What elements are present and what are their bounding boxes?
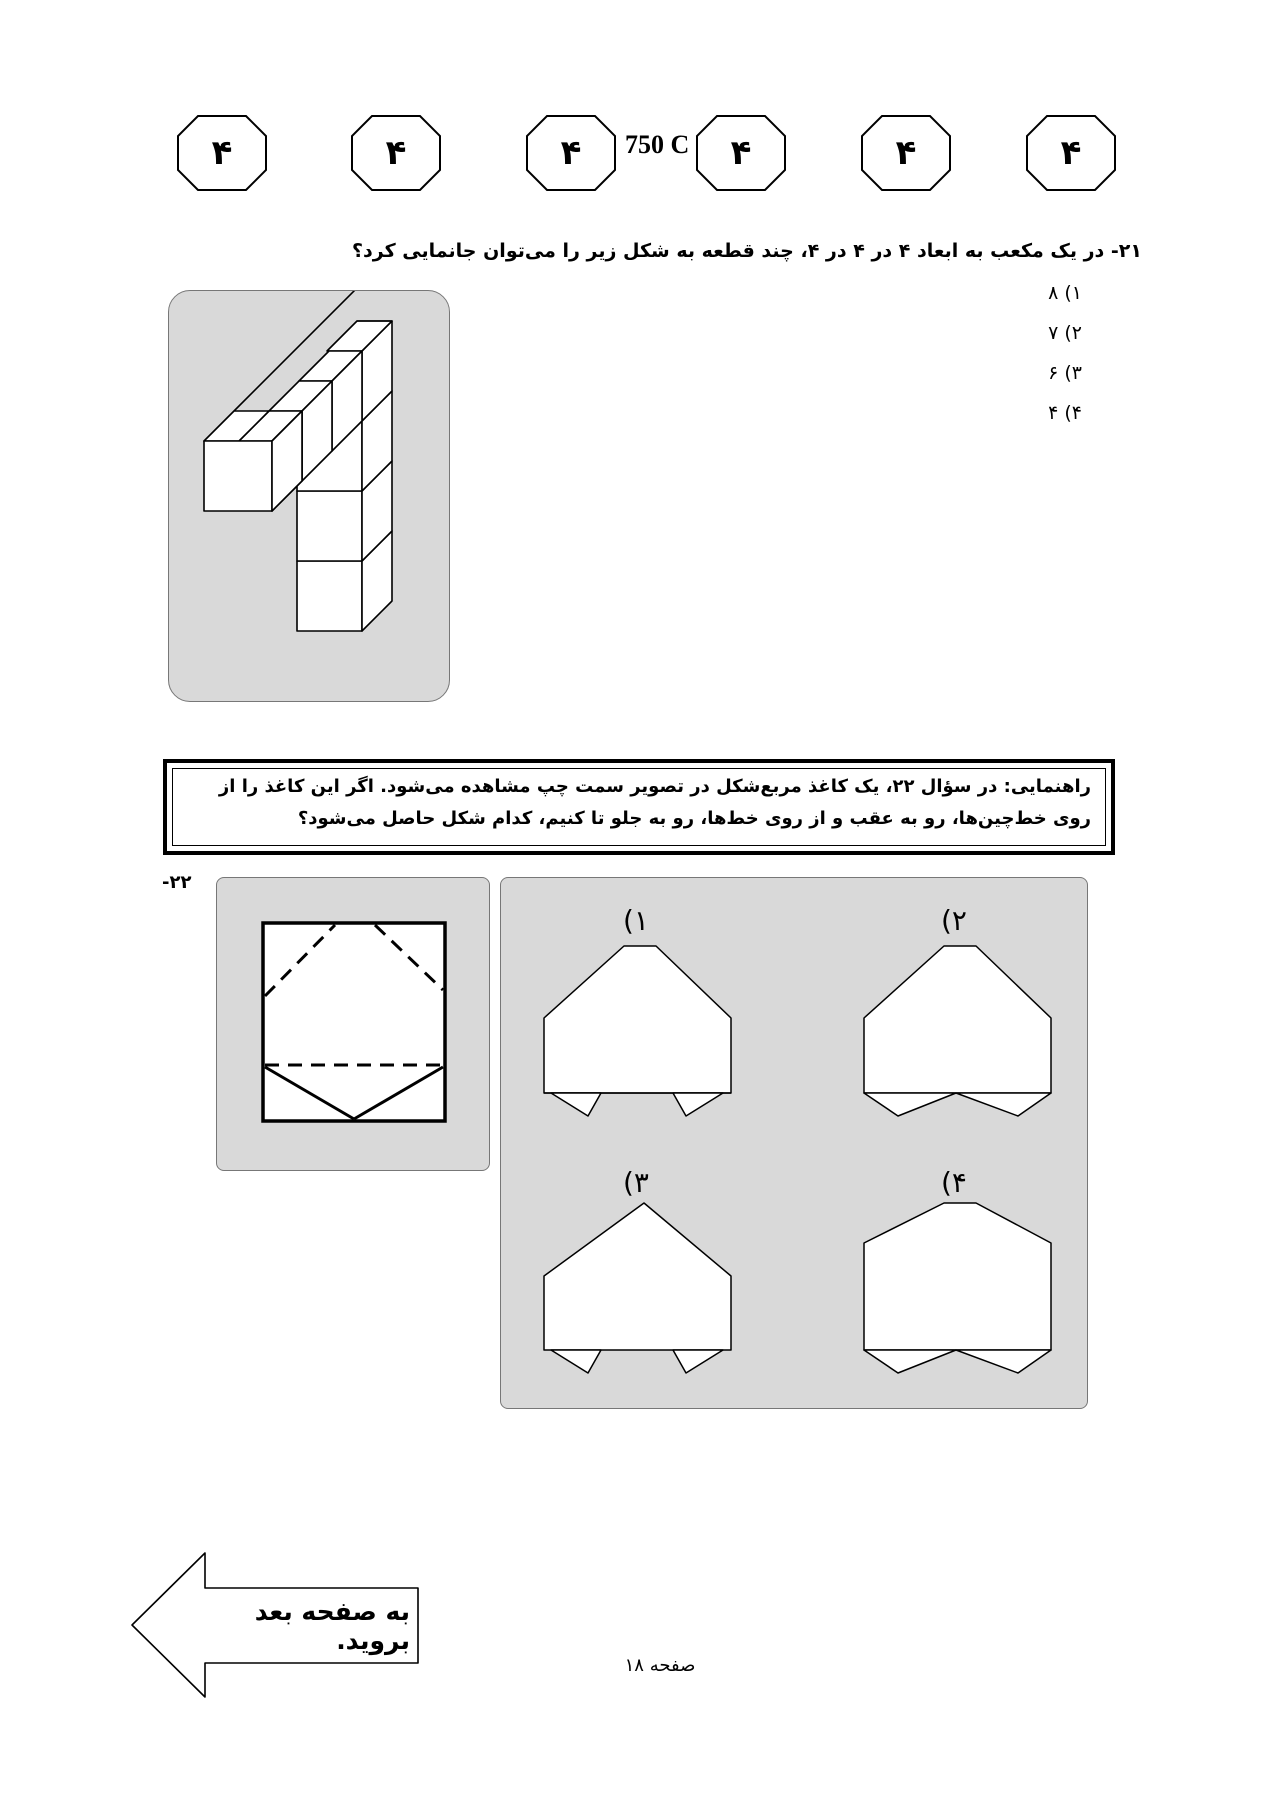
choice-figure-4[interactable] [864, 1203, 1051, 1373]
question-21-title: ۲۱- در یک مکعب به ابعاد ۴ در ۴ در ۴، چند قطعه به شکل زیر را می‌توان جانمایی کرد؟ [352, 240, 1142, 262]
answer-box [695, 114, 787, 192]
folding-paper-figure [217, 878, 489, 1170]
answer-box-label: ۴ [560, 133, 582, 173]
answer-box [860, 114, 952, 192]
answer-box-label: ۴ [730, 133, 752, 173]
answer-box-label: ۴ [895, 133, 917, 173]
question-21-option-2[interactable]: ۷ (۲ [1048, 322, 1082, 344]
choice-figures [501, 878, 1087, 1408]
choice-figure-3[interactable] [544, 1203, 731, 1373]
next-page-label[interactable]: به صفحه بعد بروید. [254, 1597, 410, 1655]
answer-box [525, 114, 617, 192]
choice-label-1: (۱ [623, 904, 649, 937]
choice-label-2: (۲ [941, 904, 967, 937]
question-21-option-4[interactable]: ۴ (۴ [1048, 402, 1082, 424]
choice-label-3: (۳ [623, 1166, 649, 1199]
answer-box [1025, 114, 1117, 192]
answer-box [176, 114, 268, 192]
answer-box-label: ۴ [211, 133, 233, 173]
hint-box [163, 759, 1115, 855]
cube-figure-panel [168, 290, 450, 702]
choice-figure-1[interactable] [544, 946, 731, 1116]
question-22-number: -۲۲ [162, 872, 192, 893]
booklet-code: 750 C [625, 130, 690, 159]
paper-square-panel [216, 877, 490, 1171]
answer-box-label: ۴ [1060, 133, 1082, 173]
page-number: صفحه ۱۸ [624, 1655, 696, 1676]
question-21-option-1[interactable]: ۸ (۱ [1048, 282, 1082, 304]
question-21-option-3[interactable]: ۶ (۳ [1048, 362, 1082, 384]
hint-text: راهنمایی: در سؤال ۲۲، یک کاغذ مربع‌شکل در تصویر سمت چپ مشاهده می‌شود. اگر این کاغذ را از روی خط‌چین‌ها، رو به عقب و از روی خط‌ها، رو به جلو تا کنیم، کدام شکل حاصل می‌شود؟ [218, 776, 1091, 829]
cube-piece-figure [169, 291, 449, 701]
choices-panel [500, 877, 1088, 1409]
answer-box [350, 114, 442, 192]
answer-box-label: ۴ [385, 133, 407, 173]
choice-label-4: (۴ [941, 1166, 967, 1199]
choice-figure-2[interactable] [864, 946, 1051, 1116]
